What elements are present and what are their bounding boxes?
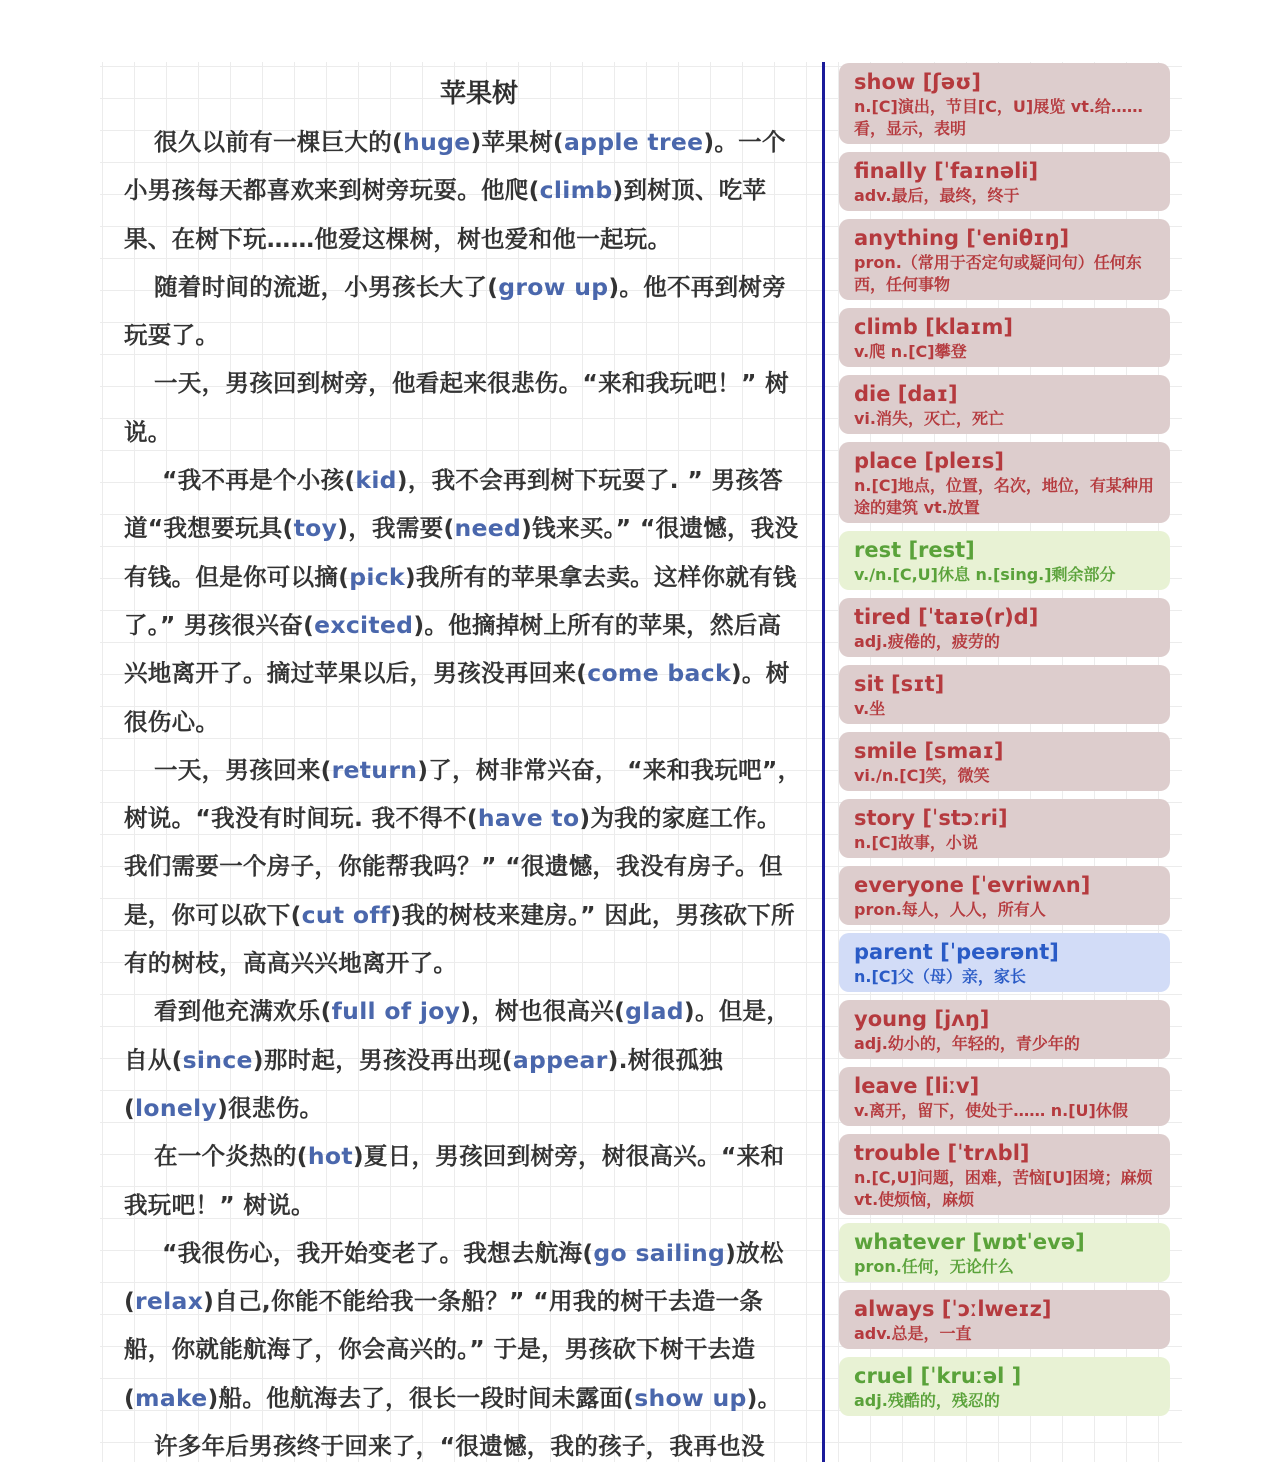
- keyword-highlight: grow up: [498, 272, 609, 301]
- vocab-definition: adv.最后，最终，终于: [854, 186, 1020, 205]
- paragraph-text: )。但是，自从(: [124, 997, 791, 1074]
- vocab-definition: n.[C]地点，位置，名次，地位，有某种用途的建筑 vt.放置: [854, 476, 1154, 517]
- vocab-word: show [ʃəʊ]: [854, 70, 981, 94]
- vocab-word: smile [smaɪ]: [854, 739, 1004, 763]
- story-paragraph: [124, 118, 804, 263]
- vocab-card: [839, 1000, 1170, 1059]
- keyword-highlight: cut off: [301, 900, 391, 929]
- vocab-definition: adj.疲倦的，疲劳的: [854, 632, 1000, 651]
- paragraph-text: )。一个小男孩每天都喜欢来到树旁玩耍。他爬(: [124, 128, 786, 205]
- vocab-card: [839, 732, 1170, 791]
- paragraph-text: “我不再是个小孩(: [162, 466, 356, 495]
- paragraph-text: )自己,你能不能给我一条船？” “用我的树干去造一条船，你就能航海了，你会高兴的。” 于是，男孩砍下树干去造(: [124, 1287, 764, 1412]
- vocab-word: sit [sɪt]: [854, 672, 945, 696]
- vocabulary-list: [839, 63, 1170, 1424]
- keyword-highlight: toy: [293, 514, 338, 543]
- keyword-highlight: lonely: [135, 1093, 218, 1122]
- paragraph-text: )了，树非常兴奋， “来和我玩吧”，树说。“我没有时间玩. 我不得不(: [124, 755, 802, 833]
- story-paragraph: [124, 987, 804, 1132]
- vocab-card: [839, 1134, 1170, 1215]
- vocab-card: [839, 665, 1170, 724]
- paragraph-text: )。他不再到树旁玩耍了。: [124, 272, 786, 350]
- paragraph-text: )我的树枝来建房。” 因此，男孩砍下所有的树枝，高高兴兴地离开了。: [124, 900, 795, 978]
- vocab-word: trouble [ˈtrʌbl]: [854, 1141, 1030, 1165]
- paragraph-text: )，我需要(: [337, 514, 455, 543]
- vocab-card: [839, 933, 1170, 992]
- keyword-highlight: need: [454, 514, 522, 543]
- vocab-card: [839, 1223, 1170, 1282]
- column-divider: [822, 62, 825, 1462]
- story-column: [124, 70, 804, 1470]
- vocab-definition: v.坐: [854, 699, 886, 718]
- vocab-word: climb [klaɪm]: [854, 315, 1013, 339]
- paragraph-text: 很久以前有一棵巨大的(: [154, 128, 404, 156]
- paragraph-text: )。树很伤心。: [124, 659, 790, 736]
- keyword-highlight: appear: [512, 1045, 608, 1074]
- keyword-highlight: make: [135, 1383, 208, 1412]
- paragraph-text: 看到他充满欢乐(: [154, 997, 332, 1026]
- keyword-highlight: full of joy: [331, 997, 461, 1026]
- vocab-definition: vi./n.[C]笑，微笑: [854, 766, 990, 785]
- story-paragraph: [124, 1229, 804, 1422]
- vocab-card: [839, 219, 1170, 300]
- vocab-definition: n.[C]故事，小说: [854, 833, 978, 852]
- vocab-word: anything ['eniθɪŋ]: [854, 226, 1070, 250]
- keyword-highlight: climb: [539, 176, 613, 205]
- paragraph-text: )放松(: [124, 1238, 784, 1316]
- keyword-highlight: have to: [477, 804, 580, 833]
- vocab-word: place [pleɪs]: [854, 449, 1005, 473]
- story-body: [124, 118, 804, 1470]
- paragraph-text: )为我的家庭工作。我们需要一个房子，你能帮我吗？” “很遗憾，我没有房子。但是，你可以砍下(: [124, 804, 783, 929]
- vocab-card: [839, 442, 1170, 523]
- paragraph-text: )，我不会再到树下玩耍了. ” 男孩答道“我想要玩具(: [124, 466, 783, 543]
- vocab-word: always [ˈɔːlweɪz]: [854, 1297, 1052, 1321]
- story-paragraph: [124, 359, 804, 456]
- vocab-word: story [ˈstɔːri]: [854, 806, 1008, 830]
- vocab-card: [839, 799, 1170, 858]
- vocab-definition: v.爬 n.[C]攀登: [854, 342, 967, 361]
- paragraph-text: )船。他航海去了，很长一段时间未露面(: [207, 1383, 635, 1412]
- vocab-word: die [daɪ]: [854, 382, 958, 406]
- paragraph-text: 随着时间的流逝，小男孩长大了(: [154, 272, 499, 301]
- vocab-definition: n.[C,U]问题，困难，苦恼[U]困境；麻烦 vt.使烦恼，麻烦: [854, 1168, 1153, 1209]
- keyword-highlight: pick: [349, 562, 405, 591]
- vocab-card: [839, 375, 1170, 434]
- paragraph-text: )很悲伤。: [217, 1093, 324, 1122]
- keyword-highlight: show up: [634, 1383, 747, 1412]
- vocab-card: [839, 1290, 1170, 1349]
- vocab-card: [839, 866, 1170, 925]
- paragraph-text: )，树也很高兴(: [460, 997, 626, 1026]
- vocab-definition: pron.（常用于否定句或疑问句）任何东西，任何事物: [854, 253, 1142, 294]
- story-paragraph: [124, 1132, 804, 1229]
- vocab-card: [839, 531, 1170, 590]
- vocab-definition: n.[C]父（母）亲，家长: [854, 967, 1026, 986]
- vocab-word: whatever [wɒtˈevə]: [854, 1230, 1085, 1254]
- vocab-word: everyone [ˈevriwʌn]: [854, 873, 1091, 897]
- paragraph-text: “我很伤心，我开始变老了。我想去航海(: [162, 1238, 594, 1267]
- vocab-definition: pron.每人，人人，所有人: [854, 900, 1046, 919]
- paragraph-text: )苹果树(: [470, 128, 564, 156]
- paragraph-text: 一天，男孩回到树旁，他看起来很悲伤。“来和我玩​吧！” 树说。: [124, 369, 789, 446]
- vocab-word: cruel [ˈkruːəl ]: [854, 1364, 1022, 1388]
- vocab-card: [839, 152, 1170, 211]
- vocab-definition: v.离开，留下，使处于…… n.[U]休假: [854, 1101, 1128, 1120]
- vocab-card: [839, 308, 1170, 367]
- story-paragraph: [124, 1422, 804, 1470]
- paragraph-text: )我所有的苹果拿去卖。这样你就有钱了。” 男孩很兴奋(: [124, 562, 797, 639]
- vocab-definition: n.[C]演出，节目[C，U]展览 vt.给……看，显示，表明: [854, 97, 1143, 138]
- paragraph-text: )到树顶、吃苹果、在树下玩……他爱这棵树，树也爱和他一起玩。: [124, 176, 767, 253]
- worksheet-page: [100, 62, 1182, 1462]
- keyword-highlight: hot: [307, 1142, 353, 1171]
- paragraph-text: )。他摘掉树上所有的苹果，然后高兴地离开了。摘过苹果以后，男孩没再回来(: [124, 610, 782, 688]
- keyword-highlight: apple tree: [563, 128, 704, 156]
- story-paragraph: [124, 746, 804, 987]
- vocab-definition: v./n.[C,U]休息 n.[sing.]剩余部分: [854, 565, 1116, 584]
- vocab-card: [839, 63, 1170, 144]
- keyword-highlight: relax: [135, 1287, 204, 1316]
- vocab-definition: adj.幼小的，年轻的，青少年的: [854, 1034, 1080, 1053]
- vocab-word: parent [ˈpeərənt]: [854, 940, 1059, 964]
- vocab-card: [839, 1357, 1170, 1416]
- keyword-highlight: since: [182, 1045, 253, 1074]
- story-title: 苹果树: [439, 79, 518, 109]
- vocab-word: tired [ˈtaɪə(r)d]: [854, 605, 1039, 629]
- paragraph-text: 一天，男孩回来(: [154, 755, 332, 784]
- vocab-card: [839, 1067, 1170, 1126]
- paragraph-text: 在一个炎热的(: [154, 1142, 308, 1171]
- keyword-highlight: kid: [355, 466, 397, 495]
- story-paragraph: [124, 263, 804, 360]
- vocab-definition: adv.总是，一直: [854, 1324, 972, 1343]
- vocab-definition: vi.消失，灭亡，死亡: [854, 409, 1004, 428]
- vocab-word: rest [rest]: [854, 538, 975, 562]
- paragraph-text: )。: [746, 1383, 782, 1412]
- vocab-word: leave [liːv]: [854, 1074, 980, 1098]
- paragraph-text: 许多年后男孩终于回来了，“很遗憾，我的孩子，我再也没: [154, 1432, 765, 1461]
- keyword-highlight: come back: [587, 659, 731, 688]
- keyword-highlight: glad: [625, 997, 684, 1026]
- story-paragraph: [124, 456, 804, 746]
- keyword-highlight: go sailing: [593, 1238, 726, 1267]
- vocab-word: young [jʌŋ]: [854, 1007, 990, 1031]
- paragraph-text: )夏日，男孩回到树旁，树很高兴。“来和我玩吧！” 树说。: [124, 1142, 785, 1219]
- vocab-card: [839, 598, 1170, 657]
- vocab-definition: pron.任何，无论什么: [854, 1257, 1014, 1276]
- paragraph-text: )那时起，男孩没再出现(: [252, 1045, 513, 1074]
- vocab-definition: adj.残酷的，残忍的: [854, 1391, 1000, 1410]
- keyword-highlight: huge: [403, 128, 471, 156]
- keyword-highlight: excited: [314, 610, 414, 639]
- paragraph-text: ).树很孤独(: [124, 1045, 724, 1122]
- keyword-highlight: return: [331, 755, 418, 784]
- paragraph-text: )钱来买。” “很遗憾，我没有钱。但是你可以摘(: [124, 514, 799, 591]
- vocab-word: finally [ˈfaɪnəli]: [854, 159, 1039, 183]
